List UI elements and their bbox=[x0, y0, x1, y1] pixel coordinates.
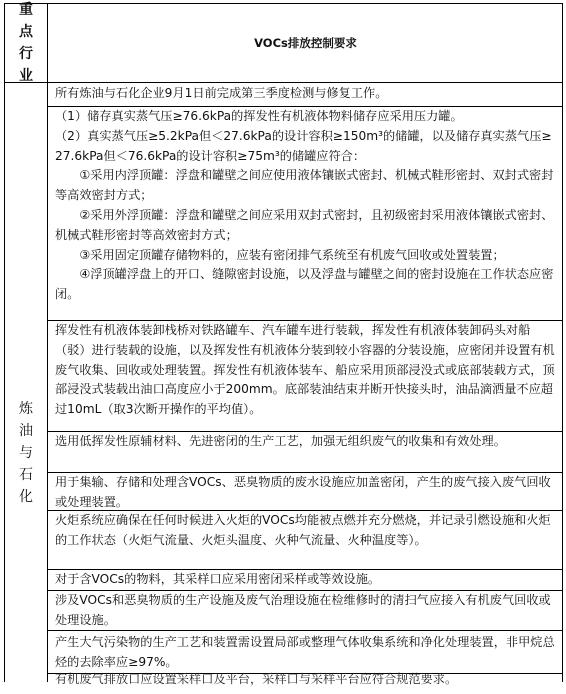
requirement-text: 对于含VOCs的物料，其采样口应采用密闭采样或等效设施。 bbox=[55, 572, 381, 586]
header-requirements-title: VOCs排放控制要求 bbox=[254, 35, 357, 50]
requirement-text: （1）储存真实蒸气压≥76.6kPa的挥发性有机液体物料储存应采用压力罐。 （2）真实蒸气压≥5.2kPa但＜27.6kPa的设计容积≥150m³的储罐，以及储存真实蒸气压≥27.6kPa但＜76.6kPa的设计容积≥75m³的储罐应符合： ①采用内浮顶罐：浮盘和罐壁之间应使用液体镶嵌式密封、机械式鞋形密封、双封式密封等高效密封方式； ②采用外浮顶罐：浮盘和罐壁之间应采用双封式密封，且初级密封采用液体镶嵌式密封、机械式鞋形密封等高效密封方式； ③采用固定顶罐存储物料的，应装有密闭排气系统至有机废气回收或处置装置； ④浮顶罐浮盘上的开口、缝隙密封设施，以及浮盘与罐壁之间的密封设施在工作状态应密闭。 bbox=[55, 109, 554, 302]
industry-name bbox=[4, 398, 48, 508]
industry-cell bbox=[4, 82, 48, 682]
requirement-row bbox=[48, 591, 563, 631]
header-char: 点 bbox=[19, 23, 33, 40]
requirement-row bbox=[48, 511, 563, 569]
requirement-text: 涉及VOCs和恶臭物质的生产设施及废气治理设施在检维修时的清扫气应接入有机废气回收或处理设施。 bbox=[55, 593, 551, 627]
requirement-text: 所有炼油与石化企业9月1日前完成第三季度检测与修复工作。 bbox=[55, 86, 388, 100]
requirement-row bbox=[48, 432, 563, 472]
requirement-row bbox=[48, 631, 563, 673]
industry-char: 炼 bbox=[19, 401, 33, 417]
requirement-text: 产生大气污染物的生产工艺和装置需设置局部或整理气体收集系统和净化处理装置，非甲烷总烃的去除率应≥97%。 bbox=[55, 635, 555, 669]
header-industry-label bbox=[4, 3, 48, 82]
requirement-row bbox=[48, 674, 563, 694]
requirement-text: 火炬系统应确保在任何时候进入火炬的VOCs均能被点燃并充分燃烧，并记录引燃设施和火炬的工作状态（火炬气流量、火炬头温度、火种气流量、火种温度等）。 bbox=[55, 513, 551, 547]
requirement-row bbox=[48, 83, 563, 105]
header-char: 业 bbox=[19, 67, 33, 84]
industry-char: 油 bbox=[19, 423, 33, 439]
requirement-row bbox=[48, 570, 563, 590]
requirement-text: 有机废气排放口应设置采样口及平台，采样口与采样平台应符合规范要求。 bbox=[55, 672, 458, 686]
header-char: 行 bbox=[19, 45, 33, 62]
requirement-row bbox=[48, 321, 563, 431]
vocs-requirements-table bbox=[4, 1, 563, 686]
table-header-row bbox=[4, 3, 563, 82]
requirement-row bbox=[48, 107, 563, 319]
requirement-row bbox=[48, 473, 563, 509]
industry-char: 化 bbox=[19, 489, 33, 505]
requirement-text: 用于集输、存储和处理含VOCs、恶臭物质的废水设施应加盖密闭，产生的废气接入废气回收或处理装置。 bbox=[55, 475, 551, 509]
industry-char: 与 bbox=[19, 445, 33, 461]
requirement-text: 挥发性有机液体装卸栈桥对铁路罐车、汽车罐车进行装载，挥发性有机液体装卸码头对船（驳）进行装载的设施，以及挥发性有机液体分装到较小容器的分装设施，应密闭并设置有机废气收集、回收或处理装置。挥发性有机液体装车、船应采用顶部浸没式或底部装载方式，顶部浸没式装载出油口高度应小于200mm。底部装油结束并断开快接头时，油品滴洒量不应超过10mL（取3次断开操作的平均值）。 bbox=[55, 323, 555, 417]
header-char: 重 bbox=[19, 1, 33, 18]
requirement-text: 选用低挥发性原辅材料、先进密闭的生产工艺，加强无组织废气的收集和有效处理。 bbox=[55, 434, 506, 448]
industry-char: 石 bbox=[19, 467, 33, 483]
